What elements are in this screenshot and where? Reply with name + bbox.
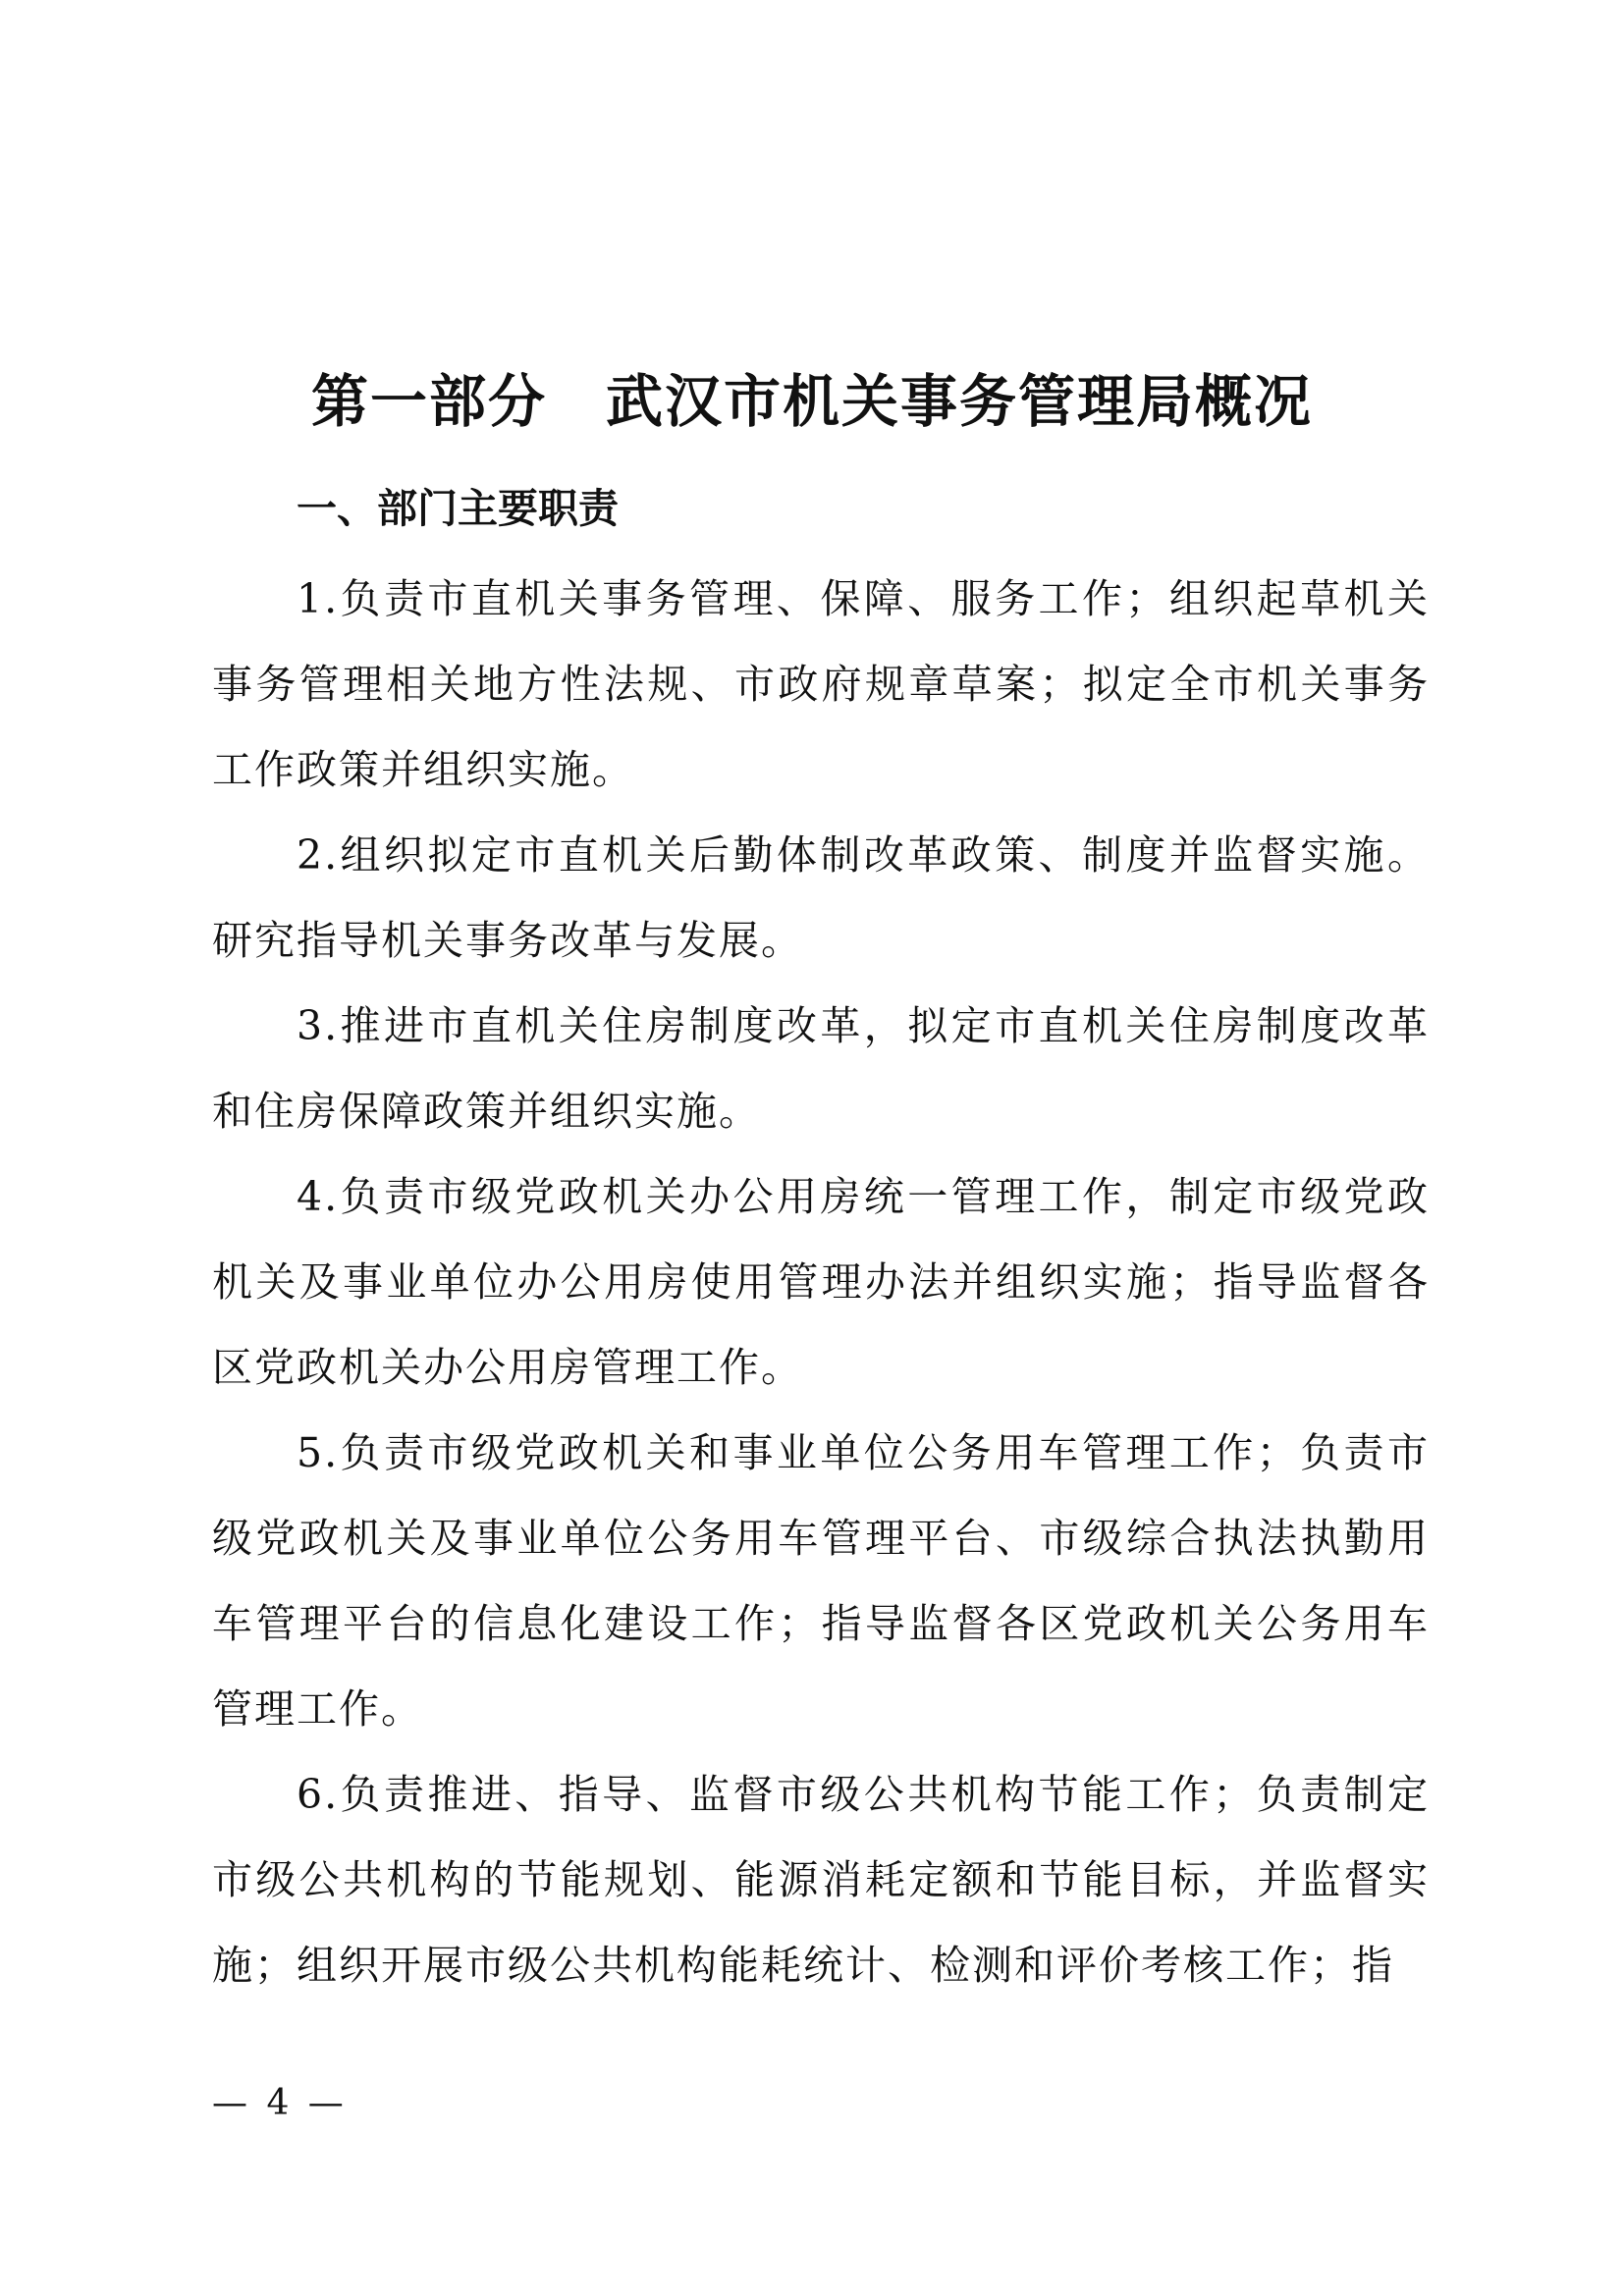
paragraph-6: 6.负责推进、指导、监督市级公共机构节能工作；负责制定市级公共机构的节能规划、能源消耗定额和节能目标，并监督实施；组织开展市级公共机构能耗统计、检测和评价考核工作；指 xyxy=(212,1771,1430,1989)
paragraph-2: 2.组织拟定市直机关后勤体制改革政策、制度并监督实施。研究指导机关事务改革与发展。 xyxy=(212,831,1430,964)
page-number: — 4 — xyxy=(212,2083,348,2123)
paragraph-5: 5.负责市级党政机关和事业单位公务用车管理工作；负责市级党政机关及事业单位公务用车管理平台、市级综合执法执勤用车管理平台的信息化建设工作；指导监督各区党政机关公务用车管理工作。 xyxy=(212,1429,1430,1733)
body-text xyxy=(212,557,1430,2008)
paragraph-3: 3.推进市直机关住房制度改革，拟定市直机关住房制度改革和住房保障政策并组织实施。 xyxy=(212,1002,1430,1135)
page-title: 第一部分 武汉市机关事务管理局概况 xyxy=(310,367,1313,435)
paragraph-1: 1.负责市直机关事务管理、保障、服务工作；组织起草机关事务管理相关地方性法规、市政府规章草案；拟定全市机关事务工作政策并组织实施。 xyxy=(212,575,1430,793)
section-heading: 一、部门主要职责 xyxy=(297,485,619,532)
paragraph-4: 4.负责市级党政机关办公用房统一管理工作，制定市级党政机关及事业单位办公用房使用管理办法并组织实施；指导监督各区党政机关办公用房管理工作。 xyxy=(212,1173,1430,1391)
